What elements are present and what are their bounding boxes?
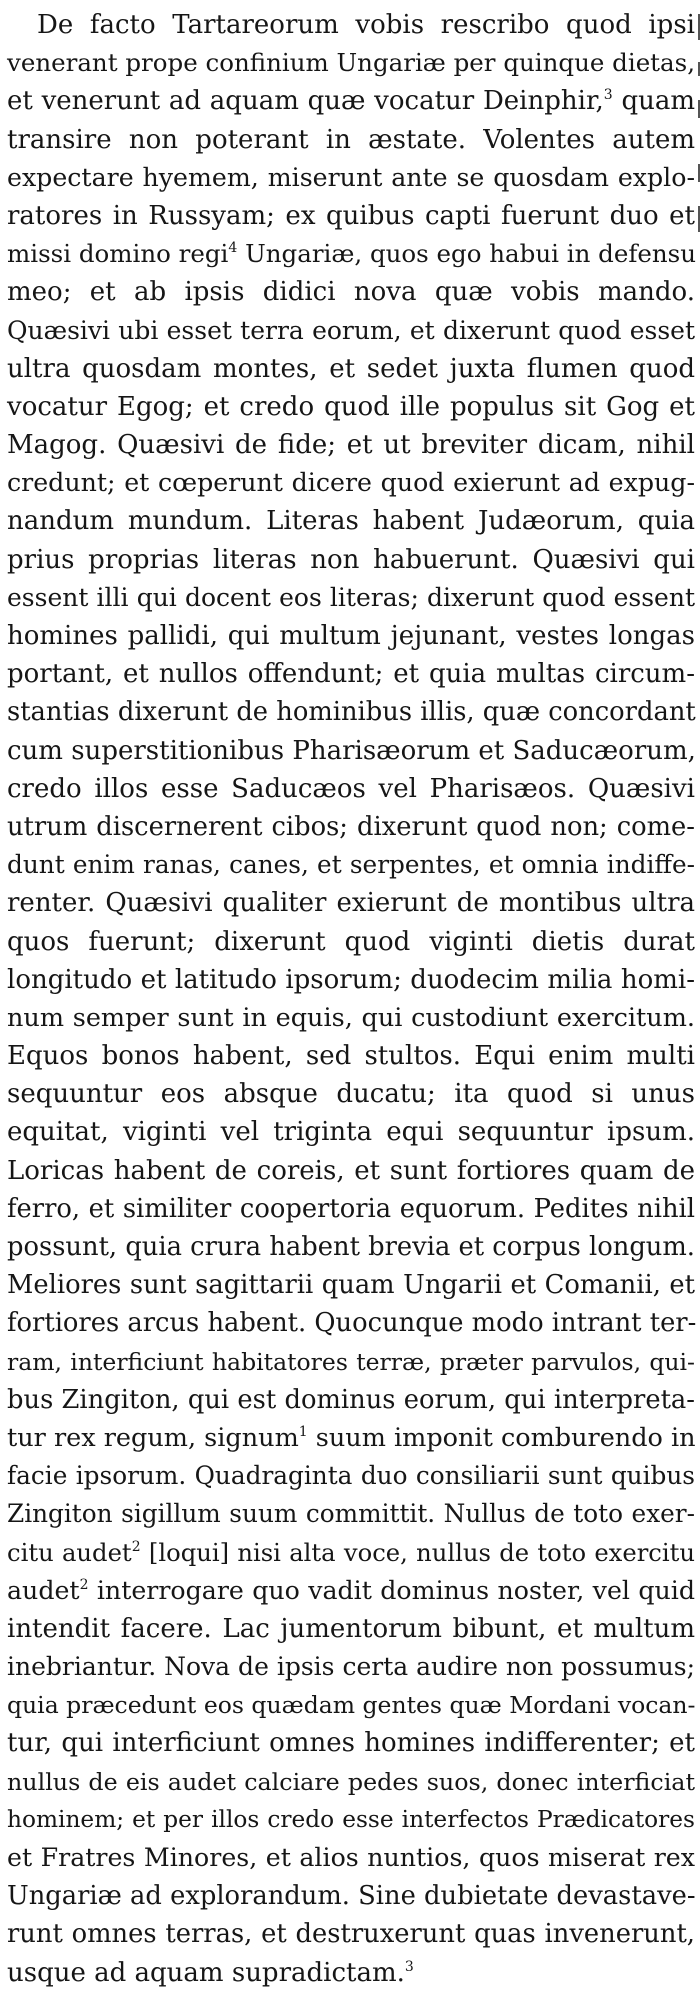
text-line <box>7 121 695 159</box>
text-line <box>7 159 695 197</box>
line-text: possunt, quia crura habent brevia et corpus longum. <box>7 1232 695 1262</box>
text-line <box>7 350 695 388</box>
line-text: fortiores arcus habent. Quocunque modo intrant ter- <box>7 1308 697 1339</box>
line-text: audet <box>7 1575 80 1605</box>
line-text: equitat, viginti vel triginta equi sequuntur ipsum. <box>7 1117 695 1148</box>
line-text: intendit facere. Lac jumentorum bibunt, et multum <box>7 1613 695 1644</box>
body-text <box>7 6 695 1992</box>
line-text: quia præcedunt eos quædam gentes quæ Mordani vocan- <box>7 1691 696 1720</box>
line-text: expectare hyemem, miserunt ante se quosdam explo- <box>7 162 695 192</box>
line-text: cum superstitionibus Pharisæorum et Saducæorum, <box>7 735 696 766</box>
text-line <box>7 388 695 426</box>
footnote-marker: 3 <box>603 87 613 104</box>
text-line <box>7 1724 695 1762</box>
text-line <box>7 1343 695 1381</box>
footnote-marker: 4 <box>228 240 238 257</box>
line-text: credunt; et cœperunt dicere quod exierunt ad expug- <box>7 468 695 498</box>
line-text: nandum mundum. Literas habent Judæorum, quia <box>7 506 695 537</box>
text-line <box>7 44 695 82</box>
line-text: citu audet <box>7 1537 132 1567</box>
line-text: et Fratres Minores, et alios nuntios, quos miserat rex <box>7 1843 695 1872</box>
line-text: venerant prope confinium Ungariæ per quinque dietas, <box>7 48 695 78</box>
line-text: missi domino regi <box>7 239 229 269</box>
line-text: essent illi qui docent eos literas; dixerunt quod essent <box>7 582 695 612</box>
line-text: ram, interficiunt habitatores terræ, præter parvulos, qui- <box>7 1347 695 1376</box>
line-text: bus Zingiton, qui est dominus eorum, qui interpreta- <box>7 1384 695 1415</box>
line-text: De facto Tartareorum vobis rescribo quod ipsi <box>37 10 695 40</box>
text-line <box>7 1686 695 1724</box>
line-text: usque ad aquam supradictam. <box>7 1957 405 1988</box>
footnote-marker: 2 <box>79 1576 89 1593</box>
line-text: nullus de eis audet calciare pedes suos, donec interficiat <box>7 1767 695 1796</box>
line-text: meo; et ab ipsis didici nova quæ vobis mando. <box>7 277 695 308</box>
line-text: prius proprias literas non habuerunt. Quæsivi qui <box>7 544 695 575</box>
line-text: transire non poterant in æstate. Volentes autem <box>7 124 695 155</box>
right-margin-marks <box>696 14 700 244</box>
text-line <box>7 1954 695 1992</box>
text-line <box>7 1457 695 1495</box>
text-line <box>7 1266 695 1304</box>
text-line <box>7 1075 695 1113</box>
text-line <box>7 923 695 961</box>
line-text: tur, qui interficiunt omnes homines indifferenter; et <box>7 1728 695 1759</box>
text-line <box>7 884 695 922</box>
text-line <box>7 1419 695 1457</box>
text-line <box>7 1495 695 1533</box>
text-line <box>7 1648 695 1686</box>
line-text: facie ipsorum. Quadraginta duo consiliarii sunt quibus <box>7 1461 695 1491</box>
line-text: portant, et nullos offendunt; et quia multas circum- <box>7 659 695 690</box>
line-text: ratores in Russyam; ex quibus capti fuerunt duo et <box>7 200 695 231</box>
text-line <box>7 1877 695 1915</box>
line-text: stantias dixerunt de hominibus illis, quæ concordant <box>7 697 696 728</box>
text-line <box>7 999 695 1037</box>
text-line <box>7 808 695 846</box>
line-text: Quæsivi ubi esset terra eorum, et dixerunt quod esset <box>7 315 695 345</box>
line-text: interrogare quo vadit dominus noster, vel quid <box>88 1575 695 1605</box>
line-text: suum imponit comburendo in <box>307 1422 696 1453</box>
line-text: Loricas habent de coreis, et sunt fortiores quam de <box>7 1155 695 1186</box>
text-line <box>7 235 695 273</box>
text-line <box>7 693 695 731</box>
text-line <box>7 273 695 311</box>
text-line <box>7 197 695 235</box>
line-text: [loqui] nisi alta voce, nullus de toto exercitu <box>140 1537 695 1567</box>
text-line <box>7 1037 695 1075</box>
text-line <box>7 961 695 999</box>
line-text: ultra quosdam montes, et sedet juxta flumen quod <box>7 353 695 384</box>
line-text: Magog. Quæsivi de fide; et ut breviter dicam, nihil <box>7 430 695 461</box>
text-line <box>7 82 695 120</box>
line-text: num semper sunt in equis, qui custodiunt exercitum. <box>7 1002 695 1033</box>
text-line <box>7 312 695 350</box>
text-line <box>7 617 695 655</box>
text-line <box>7 1572 695 1610</box>
line-text: renter. Quæsivi qualiter exierunt de montibus ultra <box>7 888 695 919</box>
text-line <box>7 1610 695 1648</box>
text-line <box>7 579 695 617</box>
line-text: homines pallidi, qui multum jejunant, vestes longas <box>7 621 695 651</box>
line-text: quos fuerunt; dixerunt quod viginti dietis durat <box>7 926 695 957</box>
text-line <box>7 732 695 770</box>
line-text: dunt enim ranas, canes, et serpentes, et omnia indiffe- <box>7 850 695 880</box>
line-text: hominem; et per illos credo esse interfectos Prædicatores <box>7 1805 695 1833</box>
text-line <box>7 1839 695 1877</box>
line-text: Meliores sunt sagittarii quam Ungarii et Comanii, et <box>7 1270 695 1301</box>
text-line <box>7 426 695 464</box>
text-line <box>7 1801 695 1839</box>
text-line <box>7 1228 695 1266</box>
line-text: sequuntur eos absque ducatu; ita quod si unus <box>7 1079 695 1110</box>
line-text: credo illos esse Saducæos vel Pharisæos. Quæsivi <box>7 773 695 804</box>
line-text: et venerunt ad aquam quæ vocatur Deinphir, <box>7 86 604 117</box>
line-text: tur rex regum, signum <box>7 1422 299 1453</box>
footnote-marker: 1 <box>298 1423 308 1440</box>
line-text: Ungariæ ad explorandum. Sine dubietate devastave- <box>7 1881 696 1912</box>
text-line <box>7 1152 695 1190</box>
text-line <box>7 1190 695 1228</box>
text-line <box>7 502 695 540</box>
text-line <box>7 541 695 579</box>
line-text: Zingiton sigillum suum committit. Nullus de toto exer- <box>7 1499 695 1529</box>
line-text: utrum discernerent cibos; dixerunt quod non; come- <box>7 811 695 842</box>
text-line <box>7 464 695 502</box>
text-line <box>7 770 695 808</box>
line-text: runt omnes terras, et destruxerunt quas invenerunt, <box>7 1919 695 1950</box>
text-line <box>7 1381 695 1419</box>
text-line <box>7 1304 695 1342</box>
text-line <box>7 1763 695 1801</box>
line-text: ferro, et similiter coopertoria equorum. Pedites nihil <box>7 1193 695 1224</box>
footnote-marker: 3 <box>404 1958 414 1975</box>
line-text: Ungariæ, quos ego habui in defensu <box>237 239 697 269</box>
footnote-marker: 2 <box>131 1538 141 1555</box>
text-line <box>7 655 695 693</box>
line-text: longitudo et latitudo ipsorum; duodecim milia homi- <box>7 964 695 995</box>
text-line <box>7 1915 695 1953</box>
text-line <box>7 1113 695 1151</box>
line-text: vocatur Egog; et credo quod ille populus sit Gog et <box>7 391 695 422</box>
line-text: inebriantur. Nova de ipsis certa audire non possumus; <box>7 1652 695 1682</box>
line-text: Equos bonos habent, sed stultos. Equi enim multi <box>7 1041 695 1072</box>
text-line <box>7 846 695 884</box>
text-line <box>7 6 695 44</box>
text-line <box>7 1534 695 1572</box>
line-text: quam <box>612 86 695 117</box>
